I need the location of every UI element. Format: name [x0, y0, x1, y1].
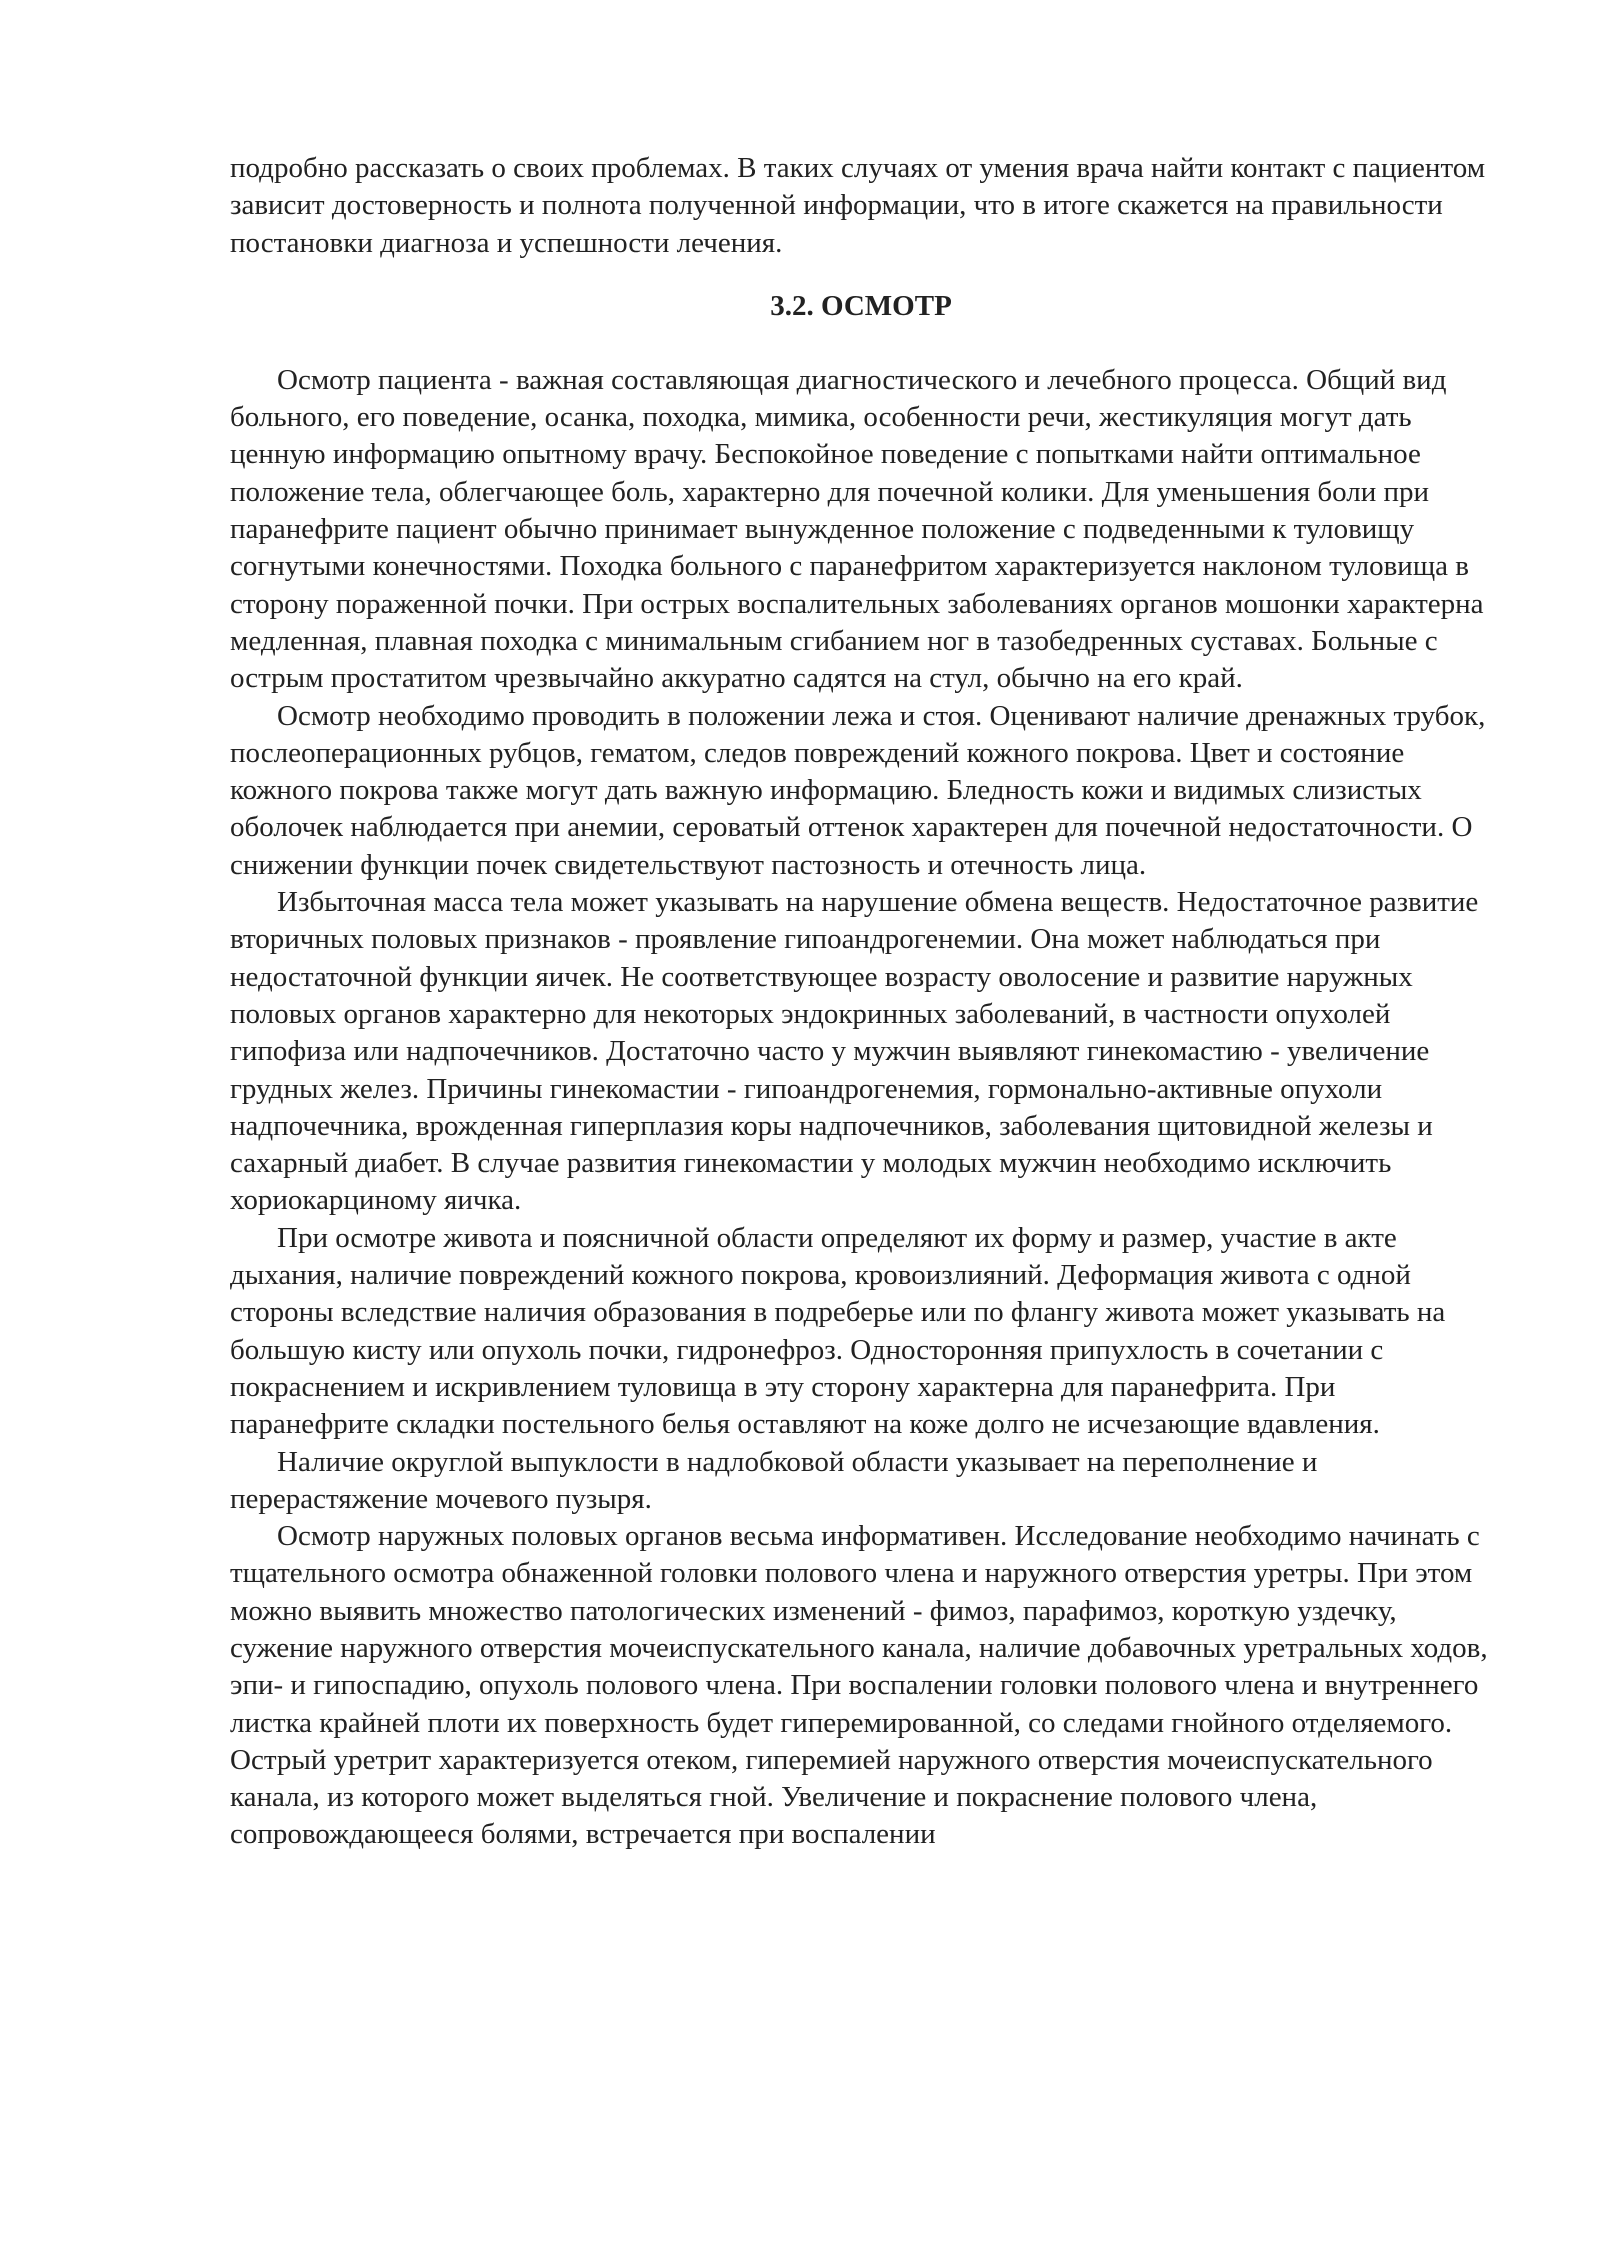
- paragraph-abdomen-examination: При осмотре живота и поясничной области определяют их форму и размер, участие в акте дыхания, наличие повреждений кожного покрова, кровоизлияний. Деформация живота с одной стороны вследствие наличия образования в подреберье или по флангу живота может указывать на большую кисту или опухоль почки, гидронефроз. Односторонняя припухлость в сочетании с покраснением и искривлением туловища в эту сторону характерна для паранефрита. При паранефрите складки постельного белья оставляют на коже долго не исчезающие вдавления.: [230, 1221, 1446, 1441]
- document-page: [230, 150, 1492, 1854]
- paragraph-body-mass: Избыточная масса тела может указывать на нарушение обмена веществ. Недостаточное развитие вторичных половых признаков - проявление гипоандрогенемии. Она может наблюдаться при недостаточной функции яичек. Не соответствующее возрасту оволосение и развитие наружных половых органов характерно для некоторых эндокринных заболеваний, в частности опухолей гипофиза или надпочечников. Достаточно часто у мужчин выявляют гинекомастию - увеличение грудных желез. Причины гинекомастии - гипоандрогенемия, гормонально-активные опухоли надпочечника, врожденная гиперплазия коры надпочечников, заболевания щитовидной железы и сахарный диабет. В случае развития гинекомастии у молодых мужчин необходимо исключить хориокарциному яичка.: [230, 886, 1479, 1217]
- paragraph-examination-position: Осмотр необходимо проводить в положении лежа и стоя. Оценивают наличие дренажных трубок, послеоперационных рубцов, гематом, следов повреждений кожного покрова. Цвет и состояние кожного покрова также могут дать важную информацию. Бледность кожи и видимых слизистых оболочек наблюдается при анемии, сероватый оттенок характерен для почечной недостаточности. О снижении функции почек свидетельствуют пастозность и отечность лица.: [230, 699, 1486, 881]
- paragraph-external-genitalia: Осмотр наружных половых органов весьма информативен. Исследование необходимо начинать с тщательного осмотра обнаженной головки полового члена и наружного отверстия уретры. При этом можно выявить множество патологических изменений - фимоз, парафимоз, короткую уздечку, сужение наружного отверстия мочеиспускательного канала, наличие добавочных уретральных ходов, эпи- и гипоспадию, опухоль полового члена. При воспалении головки полового члена и внутреннего листка крайней плоти их поверхность будет гиперемированной, со следами гнойного отделяемого. Острый уретрит характеризуется отеком, гиперемией наружного отверстия мочеиспускательного канала, из которого может выделяться гной. Увеличение и покраснение полового члена, сопровождающееся болями, встречается при воспалении: [230, 1520, 1488, 1851]
- intro-paragraph: подробно рассказать о своих проблемах. В таких случаях от умения врача найти контакт с пациентом зависит достоверность и полнота полученной информации, что в итоге скажется на правильности постановки диагноза и успешности лечения.: [230, 152, 1486, 259]
- paragraph-general-appearance: Осмотр пациента - важная составляющая диагностического и лечебного процесса. Общий вид больного, его поведение, осанка, походка, мимика, особенности речи, жестикуляция могут дать ценную информацию опытному врачу. Беспокойное поведение с попытками найти оптимальное положение тела, облегчающее боль, характерно для почечной колики. Для уменьшения боли при паранефрите пациент обычно принимает вынужденное положение с подведенными к туловищу согнутыми конечностями. Походка больного с паранефритом характеризуется наклоном туловища в сторону пораженной почки. При острых воспалительных заболеваниях органов мошонки характерна медленная, плавная походка с минимальным сгибанием ног в тазобедренных суставах. Больные с острым простатитом чрезвычайно аккуратно садятся на стул, обычно на его край.: [230, 363, 1484, 695]
- paragraph-suprapubic: Наличие округлой выпуклости в надлобковой области указывает на переполнение и перерастяжение мочевого пузыря.: [230, 1445, 1318, 1515]
- section-heading: 3.2. ОСМОТР: [770, 289, 952, 322]
